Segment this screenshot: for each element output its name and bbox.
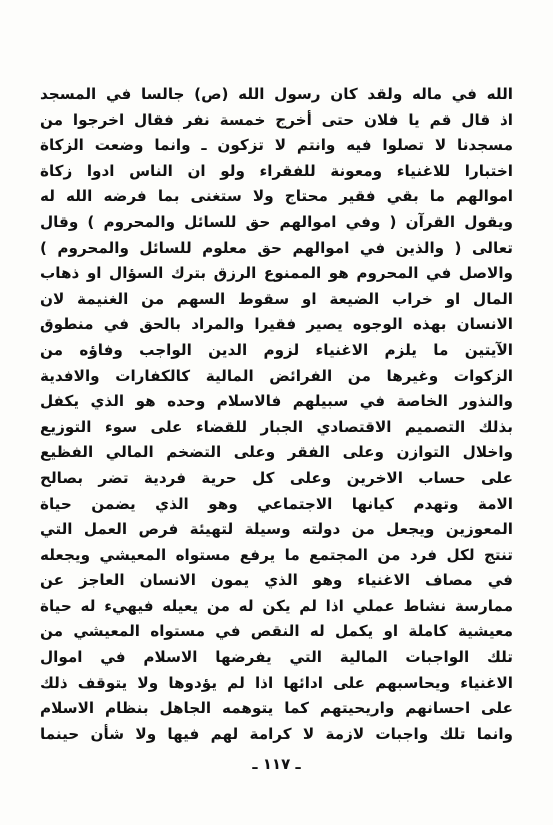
text-line: اذ قال قم يا فلان حتى أخرج خمسة نفر فقال اخرجوا من xyxy=(40,110,513,129)
text-line: الآيتين ما يلزم الاغنياء لزوم الدين الواجب وفاؤه من xyxy=(40,340,513,359)
text-line: الامة وتهدم كيانها الاجتماعي وهو الذي يضمن حياة xyxy=(40,494,513,513)
text-line: المال او خراب الضيعة او سقوط السهم من الغنيمة لان xyxy=(40,289,513,308)
text-line: اختبارا للاغنياء ومعونة للفقراء ولو ان الناس ادوا زكاة xyxy=(40,161,513,180)
text-line: تنتج لكل فرد من المجتمع ما يرفع مستواه المعيشي ويجعله xyxy=(40,545,513,564)
text-line: على حساب الاخرين وعلى كل حرية فردية تضر بصالح xyxy=(40,468,513,487)
text-line: ويقول القرآن ( وفي اموالهم حق للسائل والمحروم ) وقال xyxy=(40,212,513,231)
text-line: الزكوات وغيرها من الفرائض المالية كالكفارات والافدية xyxy=(40,366,513,385)
text-line: معيشية كاملة او يكمل له النقص في مستواه المعيشي من xyxy=(40,622,513,641)
text-line: الله في ماله ولقد كان رسول الله (ص) جالسا في المسجد xyxy=(40,85,513,103)
text-line: والاصل في المحروم هو الممنوع الرزق بترك السؤال او ذهاب xyxy=(40,264,513,283)
text-line: الاغنياء ويحاسبهم على ادائها اذا لم يؤدوها ولا يتوقف ذلك xyxy=(40,673,513,692)
text-line: اموالهم ما بقي فقير محتاج ولا ستغنى بما فرضه الله له xyxy=(40,187,513,206)
text-line: بذلك التصميم الاقتصادي الجبار للقضاء على سوء التوزيع xyxy=(40,417,513,436)
text-line: وانما تلك واجبات لازمة لا كرامة لهم فيها ولا شأن حينما xyxy=(40,724,513,743)
text-line: واخلال التوازن وعلى الفقر وعلى التضخم المالي الفظيع xyxy=(40,443,513,462)
text-line: المعوزين ويجعل من دولته وسيلة لتهيئة فرص العمل التي xyxy=(40,520,513,539)
text-line: والنذور الخاصة في سبيلهم فالاسلام وحده هو الذي يكفل xyxy=(40,392,513,411)
page-number: ـ ١١٧ ـ xyxy=(252,755,301,773)
body-text xyxy=(40,82,513,747)
text-line: مسجدنا لا تصلوا فيه وانتم لا تزكون ـ وانما وضعت الزكاة xyxy=(40,136,513,155)
text-line: على احسانهم واريحيتهم كما يتوهمه الجاهل بنظام الاسلام xyxy=(40,699,513,718)
text-line: في مصاف الاغنياء وهو الذي يمون الانسان العاجز عن xyxy=(40,571,513,590)
text-line: الانسان بهذه الوجوه يصير فقيرا والمراد بالحق في منطوق xyxy=(40,315,513,334)
text-line: تلك الواجبات المالية التي يفرضها الاسلام في اموال xyxy=(40,648,513,667)
text-line: تعالى ( والذين في اموالهم حق معلوم للسائل والمحروم ) xyxy=(40,238,513,257)
text-line: ممارسة نشاط عملي اذا لم يكن له من يعيله فيهيء له حياة xyxy=(40,596,513,615)
